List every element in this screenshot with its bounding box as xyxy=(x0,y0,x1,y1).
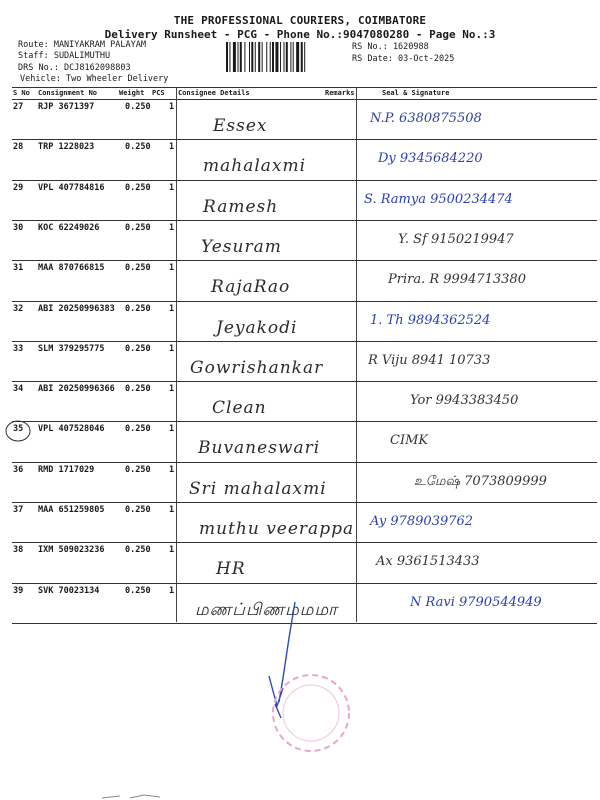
row-sno: 32 xyxy=(13,303,24,314)
row-pcs: 1 xyxy=(169,424,175,435)
row-weight: 0.250 xyxy=(125,102,151,112)
row-consignment-no: SVK 70023134 xyxy=(38,585,100,596)
col-header-pcs: PCS xyxy=(152,89,165,97)
row-signature: Prira. R 9994713380 xyxy=(388,272,526,288)
row-weight: 0.250 xyxy=(125,505,151,515)
row-sno: 29 xyxy=(13,182,24,193)
row-weight: 0.250 xyxy=(125,222,151,233)
row-weight: 0.250 xyxy=(125,585,151,596)
row-sno: 27 xyxy=(13,102,24,112)
row-signature: Ax 9361513433 xyxy=(376,554,480,570)
rs-date: RS Date: 03-Oct-2025 xyxy=(352,54,455,64)
col-header-sno: S No xyxy=(13,89,30,97)
row-signature: R Viju 8941 10733 xyxy=(368,352,491,368)
row-signature: N.P. 6380875508 xyxy=(370,111,482,126)
row-signature: Dy 9345684220 xyxy=(378,151,483,167)
col-header-consignee: Consignee Details xyxy=(178,89,250,97)
col-header-signature: Seal & Signature xyxy=(382,89,450,97)
barcode-bar xyxy=(266,42,267,72)
barcode-bar xyxy=(226,42,228,72)
col-header-weight: Weight xyxy=(119,89,145,97)
barcode-bar xyxy=(290,42,291,72)
barcode-bar xyxy=(284,42,285,72)
row-divider xyxy=(12,381,597,382)
row-weight: 0.250 xyxy=(125,142,151,153)
row-pcs: 1 xyxy=(169,263,175,274)
barcode-bar xyxy=(238,42,239,72)
barcode-bar xyxy=(275,42,278,72)
row-weight: 0.250 xyxy=(125,303,151,314)
barcode-bar xyxy=(293,42,294,72)
row-consignee-name: மணப்பிணமமமா xyxy=(195,599,339,620)
row-pcs: 1 xyxy=(169,585,175,596)
row-divider xyxy=(12,139,597,140)
company-title: THE PROFESSIONAL COURIERS, COIMBATORE xyxy=(173,14,427,27)
row-signature: Ay 9789039762 xyxy=(370,514,474,529)
row-weight: 0.250 xyxy=(125,545,151,556)
row-consignment-no: IXM 509023236 xyxy=(38,545,105,556)
row-consignee-name: Gowrishankar xyxy=(190,357,324,378)
barcode-bar xyxy=(304,42,305,72)
row-consignee-name: Clean xyxy=(212,398,267,419)
barcode-bar xyxy=(301,42,303,72)
row-divider xyxy=(12,341,597,342)
barcode-bar xyxy=(296,42,299,72)
row-consignment-no: ABI 20250996383 xyxy=(38,303,115,314)
row-consignment-no: MAA 870766815 xyxy=(38,263,105,274)
row-consignment-no: TRP 1228023 xyxy=(38,142,95,153)
barcode-bar xyxy=(240,42,242,72)
row-consignee-name: Yesuram xyxy=(201,236,282,257)
barcode-bar xyxy=(272,42,274,72)
row-pcs: 1 xyxy=(169,142,175,153)
row-consignee-name: Ramesh xyxy=(203,196,279,217)
footer-mark xyxy=(100,792,170,800)
row-sno: 37 xyxy=(13,505,24,515)
row-sno: 38 xyxy=(13,545,24,556)
row-consignment-no: RJP 3671397 xyxy=(38,102,95,112)
row-sno: 28 xyxy=(13,142,24,153)
table-top-rule xyxy=(12,87,597,88)
row-weight: 0.250 xyxy=(125,343,151,354)
row-consignment-no: KOC 62249026 xyxy=(38,222,100,233)
barcode-bar xyxy=(249,42,250,72)
row-consignee-name: Essex xyxy=(213,116,268,136)
row-signature: உமேஷ் 7073809999 xyxy=(414,473,547,489)
row-pcs: 1 xyxy=(169,384,175,395)
row-consignee-name: Jeyakodi xyxy=(216,317,298,338)
col-header-remarks: Remarks xyxy=(325,89,355,97)
barcode-bar xyxy=(229,42,230,72)
row-pcs: 1 xyxy=(169,102,175,112)
row-signature: S. Ramya 9500234474 xyxy=(364,191,513,207)
row-consignment-no: SLM 379295775 xyxy=(38,343,105,354)
row-weight: 0.250 xyxy=(125,424,151,435)
hand-circle-mark xyxy=(3,418,33,444)
row-weight: 0.250 xyxy=(125,263,151,274)
barcode-bar xyxy=(262,42,263,72)
row-consignee-name: RajaRao xyxy=(211,277,291,298)
row-consignment-no: RMD 1717029 xyxy=(38,464,95,475)
row-weight: 0.250 xyxy=(125,464,151,475)
row-weight: 0.250 xyxy=(125,384,151,395)
row-divider xyxy=(12,421,597,422)
row-consignment-no: VPL 407784816 xyxy=(38,182,105,193)
row-sno: 31 xyxy=(13,263,24,274)
vehicle-label: Vehicle: Two Wheeler Delivery xyxy=(20,74,169,84)
row-pcs: 1 xyxy=(169,464,175,475)
row-divider xyxy=(12,220,597,221)
row-sno: 39 xyxy=(13,585,24,596)
row-signature: N Ravi 9790544949 xyxy=(410,594,542,610)
row-sno: 35 xyxy=(13,424,24,435)
seal-stamp xyxy=(266,668,356,758)
row-divider xyxy=(12,301,597,302)
row-consignment-no: ABI 20250996366 xyxy=(38,384,115,395)
barcode-bar xyxy=(244,42,245,72)
col-header-consignment: Consignment No xyxy=(38,89,98,97)
row-signature: 1. Th 9894362524 xyxy=(370,312,491,328)
row-consignee-name: HR xyxy=(216,559,246,580)
barcode-bar xyxy=(251,42,253,72)
row-consignee-name: muthu veerappa xyxy=(199,519,355,539)
row-divider xyxy=(12,260,597,261)
row-pcs: 1 xyxy=(169,222,175,233)
barcode-image xyxy=(226,42,348,72)
row-sno: 30 xyxy=(13,222,24,233)
row-pcs: 1 xyxy=(169,303,175,314)
row-consignee-name: Sri mahalaxmi xyxy=(189,478,327,499)
staff-label: Staff: SUDALIMUTHU xyxy=(18,51,111,61)
row-divider xyxy=(12,462,597,463)
barcode-bar xyxy=(270,42,271,72)
row-consignee-name: Buvaneswari xyxy=(198,438,321,459)
runsheet-subtitle: Delivery Runsheet - PCG - Phone No.:9047080280 - Page No.:3 xyxy=(104,28,496,41)
barcode-bar xyxy=(286,42,288,72)
barcode-bar xyxy=(233,42,236,72)
row-signature: CIMK xyxy=(390,433,429,449)
row-divider xyxy=(12,180,597,181)
row-pcs: 1 xyxy=(169,343,175,354)
row-signature: Yor 9943383450 xyxy=(410,393,519,409)
barcode-bar xyxy=(258,42,260,72)
row-consignment-no: MAA 651259805 xyxy=(38,505,105,515)
row-sno: 33 xyxy=(13,343,24,354)
table-header-rule xyxy=(12,99,597,100)
row-divider xyxy=(12,583,597,584)
row-pcs: 1 xyxy=(169,505,175,515)
row-divider xyxy=(12,502,597,503)
row-signature: Y. Sf 9150219947 xyxy=(398,231,514,247)
rs-number: RS No.: 1620988 xyxy=(352,42,429,52)
barcode-bar xyxy=(280,42,281,72)
row-sno: 34 xyxy=(13,384,24,395)
row-weight: 0.250 xyxy=(125,182,151,193)
row-consignment-no: VPL 407528046 xyxy=(38,424,105,435)
row-sno: 36 xyxy=(13,464,24,475)
row-divider xyxy=(12,542,597,543)
drs-number: DRS No.: DCJ8162098803 xyxy=(18,63,131,73)
row-pcs: 1 xyxy=(169,182,175,193)
route-label: Route: MANIYAKRAM PALAYAM xyxy=(18,40,146,50)
barcode-bar xyxy=(255,42,256,72)
row-consignee-name: mahalaxmi xyxy=(203,156,307,177)
row-pcs: 1 xyxy=(169,545,175,556)
